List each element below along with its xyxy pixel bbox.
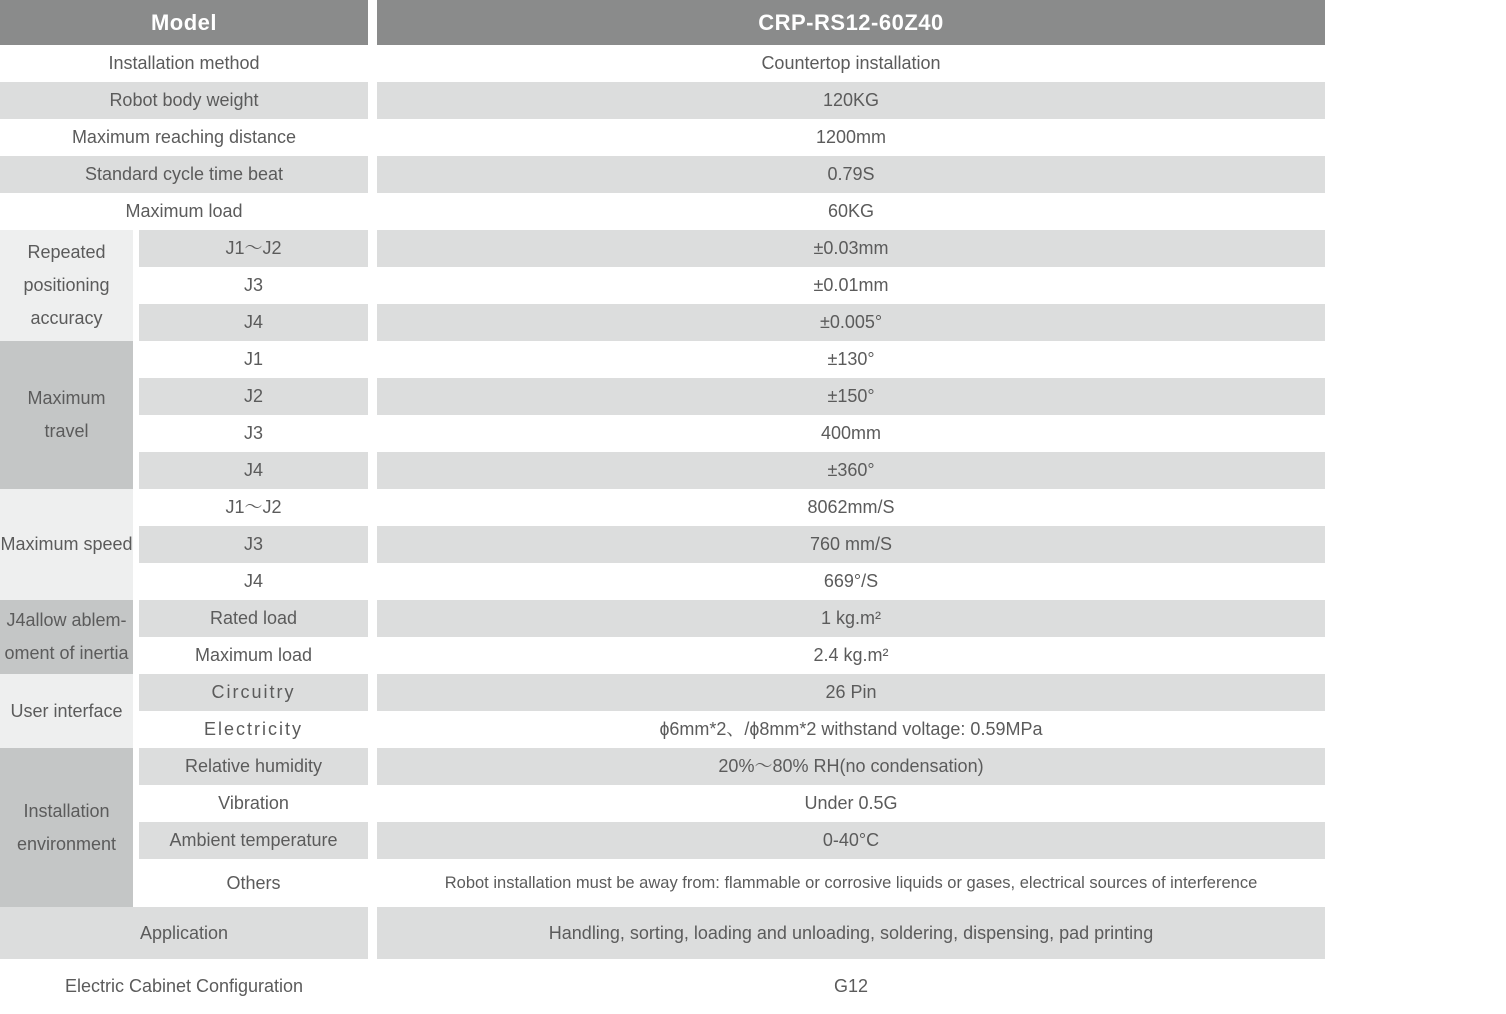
spec-label: Application bbox=[0, 907, 368, 959]
section-rows bbox=[139, 341, 1325, 489]
section-rows bbox=[139, 489, 1325, 600]
section-category bbox=[0, 489, 133, 600]
spec-row-speed-j4 bbox=[139, 563, 1325, 600]
spec-sublabel: J1～J2 bbox=[225, 497, 282, 518]
column-gutter bbox=[368, 907, 377, 959]
category-line: Repeated bbox=[27, 242, 106, 262]
spec-label: Standard cycle time beat bbox=[0, 156, 368, 193]
spec-sublabel: Relative humidity bbox=[139, 748, 368, 785]
spec-value: 60KG bbox=[827, 201, 875, 222]
column-gutter bbox=[368, 156, 377, 193]
category-line: environment bbox=[16, 833, 117, 854]
spec-row-max-load bbox=[0, 193, 1506, 230]
spec-value: 1 kg.m² bbox=[377, 600, 1325, 637]
column-gutter bbox=[368, 674, 377, 711]
column-gutter bbox=[368, 415, 377, 452]
column-gutter bbox=[368, 637, 377, 674]
section-category bbox=[0, 230, 133, 341]
spec-row-inertia-max-load bbox=[139, 637, 1325, 674]
spec-row-accuracy-j4 bbox=[139, 304, 1325, 341]
section-rows bbox=[139, 230, 1325, 341]
spec-sublabel: J3 bbox=[243, 423, 263, 444]
spec-sublabel: Rated load bbox=[139, 600, 368, 637]
spec-row-travel-j3 bbox=[139, 415, 1325, 452]
column-gutter bbox=[368, 959, 377, 1014]
section-rows bbox=[139, 748, 1325, 907]
spec-row-cabinet-configuration bbox=[0, 959, 1506, 1014]
spec-row-accuracy-j1j2 bbox=[139, 230, 1325, 267]
column-gutter bbox=[368, 452, 377, 489]
spec-sublabel: Others bbox=[226, 872, 281, 893]
spec-row-installation-method bbox=[0, 45, 1506, 82]
spec-row-accuracy-j3 bbox=[139, 267, 1325, 304]
section-repeated-positioning-accuracy bbox=[0, 230, 1506, 341]
category-line: travel bbox=[44, 421, 89, 441]
column-gutter bbox=[368, 822, 377, 859]
category-line: J4allow ablem- bbox=[6, 610, 127, 630]
column-gutter bbox=[368, 489, 377, 526]
spec-sublabel: J4 bbox=[243, 571, 263, 592]
spec-row-humidity bbox=[139, 748, 1325, 785]
spec-value: ±130° bbox=[827, 349, 875, 370]
spec-value: Handling, sorting, loading and unloading, soldering, dispensing, pad printing bbox=[377, 907, 1325, 959]
spec-value: 8062mm/S bbox=[807, 497, 895, 518]
model-header-cell: Model bbox=[0, 0, 368, 45]
model-value-cell: CRP-RS12-60Z40 bbox=[377, 0, 1325, 45]
spec-value: G12 bbox=[833, 976, 869, 997]
column-gutter bbox=[368, 711, 377, 748]
column-gutter bbox=[368, 82, 377, 119]
spec-sublabel: J4 bbox=[139, 452, 368, 489]
spec-value: 120KG bbox=[377, 82, 1325, 119]
section-maximum-travel bbox=[0, 341, 1506, 489]
spec-sublabel: Circuitry bbox=[139, 674, 368, 711]
spec-value: Under 0.5G bbox=[804, 793, 898, 814]
column-gutter bbox=[368, 526, 377, 563]
section-j4-moment-of-inertia bbox=[0, 600, 1506, 674]
section-maximum-speed bbox=[0, 489, 1506, 600]
spec-value: ±0.03mm bbox=[377, 230, 1325, 267]
spec-label: Installation method bbox=[108, 53, 260, 74]
spec-row-circuitry bbox=[139, 674, 1325, 711]
spec-row-ambient-temperature bbox=[139, 822, 1325, 859]
spec-sublabel: J1 bbox=[243, 349, 263, 370]
category-line: Maximum bbox=[27, 388, 106, 408]
spec-row-electricity bbox=[139, 711, 1325, 748]
spec-value: ɸ6mm*2、/ɸ8mm*2 withstand voltage: 0.59MPa bbox=[659, 719, 1043, 740]
spec-label: Maximum reaching distance bbox=[71, 127, 297, 148]
spec-value: 20%～80% RH(no condensation) bbox=[377, 748, 1325, 785]
category-line: Installation bbox=[23, 800, 110, 821]
table-header-row bbox=[0, 0, 1506, 45]
spec-value: 400mm bbox=[820, 423, 882, 444]
section-user-interface bbox=[0, 674, 1506, 748]
spec-label: Robot body weight bbox=[0, 82, 368, 119]
spec-row-others bbox=[139, 859, 1325, 907]
section-category bbox=[0, 748, 133, 907]
spec-sublabel: J4 bbox=[139, 304, 368, 341]
column-gutter bbox=[368, 378, 377, 415]
column-gutter bbox=[368, 785, 377, 822]
spec-sublabel: Vibration bbox=[218, 793, 289, 814]
spec-row-cycle-time bbox=[0, 156, 1506, 193]
spec-sublabel: Ambient temperature bbox=[139, 822, 368, 859]
spec-value: 0.79S bbox=[377, 156, 1325, 193]
column-gutter bbox=[368, 193, 377, 230]
spec-sublabel: J3 bbox=[243, 275, 263, 296]
spec-value: ±360° bbox=[377, 452, 1325, 489]
section-category bbox=[0, 341, 133, 489]
section-rows bbox=[139, 674, 1325, 748]
column-gutter bbox=[368, 859, 377, 907]
column-gutter bbox=[368, 600, 377, 637]
category-line: positioning bbox=[23, 275, 110, 295]
column-gutter bbox=[368, 119, 377, 156]
category-line: accuracy bbox=[30, 308, 103, 328]
spec-row-body-weight bbox=[0, 82, 1506, 119]
spec-row-travel-j2 bbox=[139, 378, 1325, 415]
spec-value: ±150° bbox=[377, 378, 1325, 415]
section-installation-environment bbox=[0, 748, 1506, 907]
spec-row-rated-load bbox=[139, 600, 1325, 637]
spec-sublabel: J1～J2 bbox=[139, 230, 368, 267]
column-gutter bbox=[368, 748, 377, 785]
spec-row-reach bbox=[0, 119, 1506, 156]
spec-value: 669°/S bbox=[823, 571, 879, 592]
spec-sublabel: J3 bbox=[139, 526, 368, 563]
spec-sublabel: Maximum load bbox=[194, 645, 313, 666]
column-gutter bbox=[368, 563, 377, 600]
section-category bbox=[0, 674, 133, 748]
spec-row-travel-j4 bbox=[139, 452, 1325, 489]
spec-value: 1200mm bbox=[815, 127, 887, 148]
spec-row-speed-j1j2 bbox=[139, 489, 1325, 526]
spec-sublabel: J2 bbox=[139, 378, 368, 415]
spec-value: Robot installation must be away from: flammable or corrosive liquids or gases, electrical sources of interference bbox=[444, 873, 1258, 892]
column-gutter bbox=[368, 0, 377, 45]
category-line: Maximum speed bbox=[0, 534, 133, 554]
spec-sublabel: Electricity bbox=[203, 719, 303, 740]
column-gutter bbox=[368, 230, 377, 267]
spec-value: 2.4 kg.m² bbox=[813, 645, 889, 666]
column-gutter bbox=[368, 341, 377, 378]
spec-value: 760 mm/S bbox=[377, 526, 1325, 563]
spec-label: Maximum load bbox=[125, 201, 243, 222]
category-line: User interface bbox=[10, 700, 123, 721]
spec-value: Countertop installation bbox=[761, 53, 941, 74]
category-line: oment of inertia bbox=[4, 643, 129, 663]
spec-row-travel-j1 bbox=[139, 341, 1325, 378]
section-rows bbox=[139, 600, 1325, 674]
spec-label: Electric Cabinet Configuration bbox=[64, 976, 304, 997]
spec-value: 26 Pin bbox=[377, 674, 1325, 711]
column-gutter bbox=[368, 267, 377, 304]
spec-value: 0-40°C bbox=[377, 822, 1325, 859]
column-gutter bbox=[368, 304, 377, 341]
spec-value: ±0.01mm bbox=[813, 275, 889, 296]
spec-value: ±0.005° bbox=[377, 304, 1325, 341]
section-category bbox=[0, 600, 133, 674]
column-gutter bbox=[368, 45, 377, 82]
spec-row-speed-j3 bbox=[139, 526, 1325, 563]
spec-row-application bbox=[0, 907, 1506, 959]
spec-row-vibration bbox=[139, 785, 1325, 822]
